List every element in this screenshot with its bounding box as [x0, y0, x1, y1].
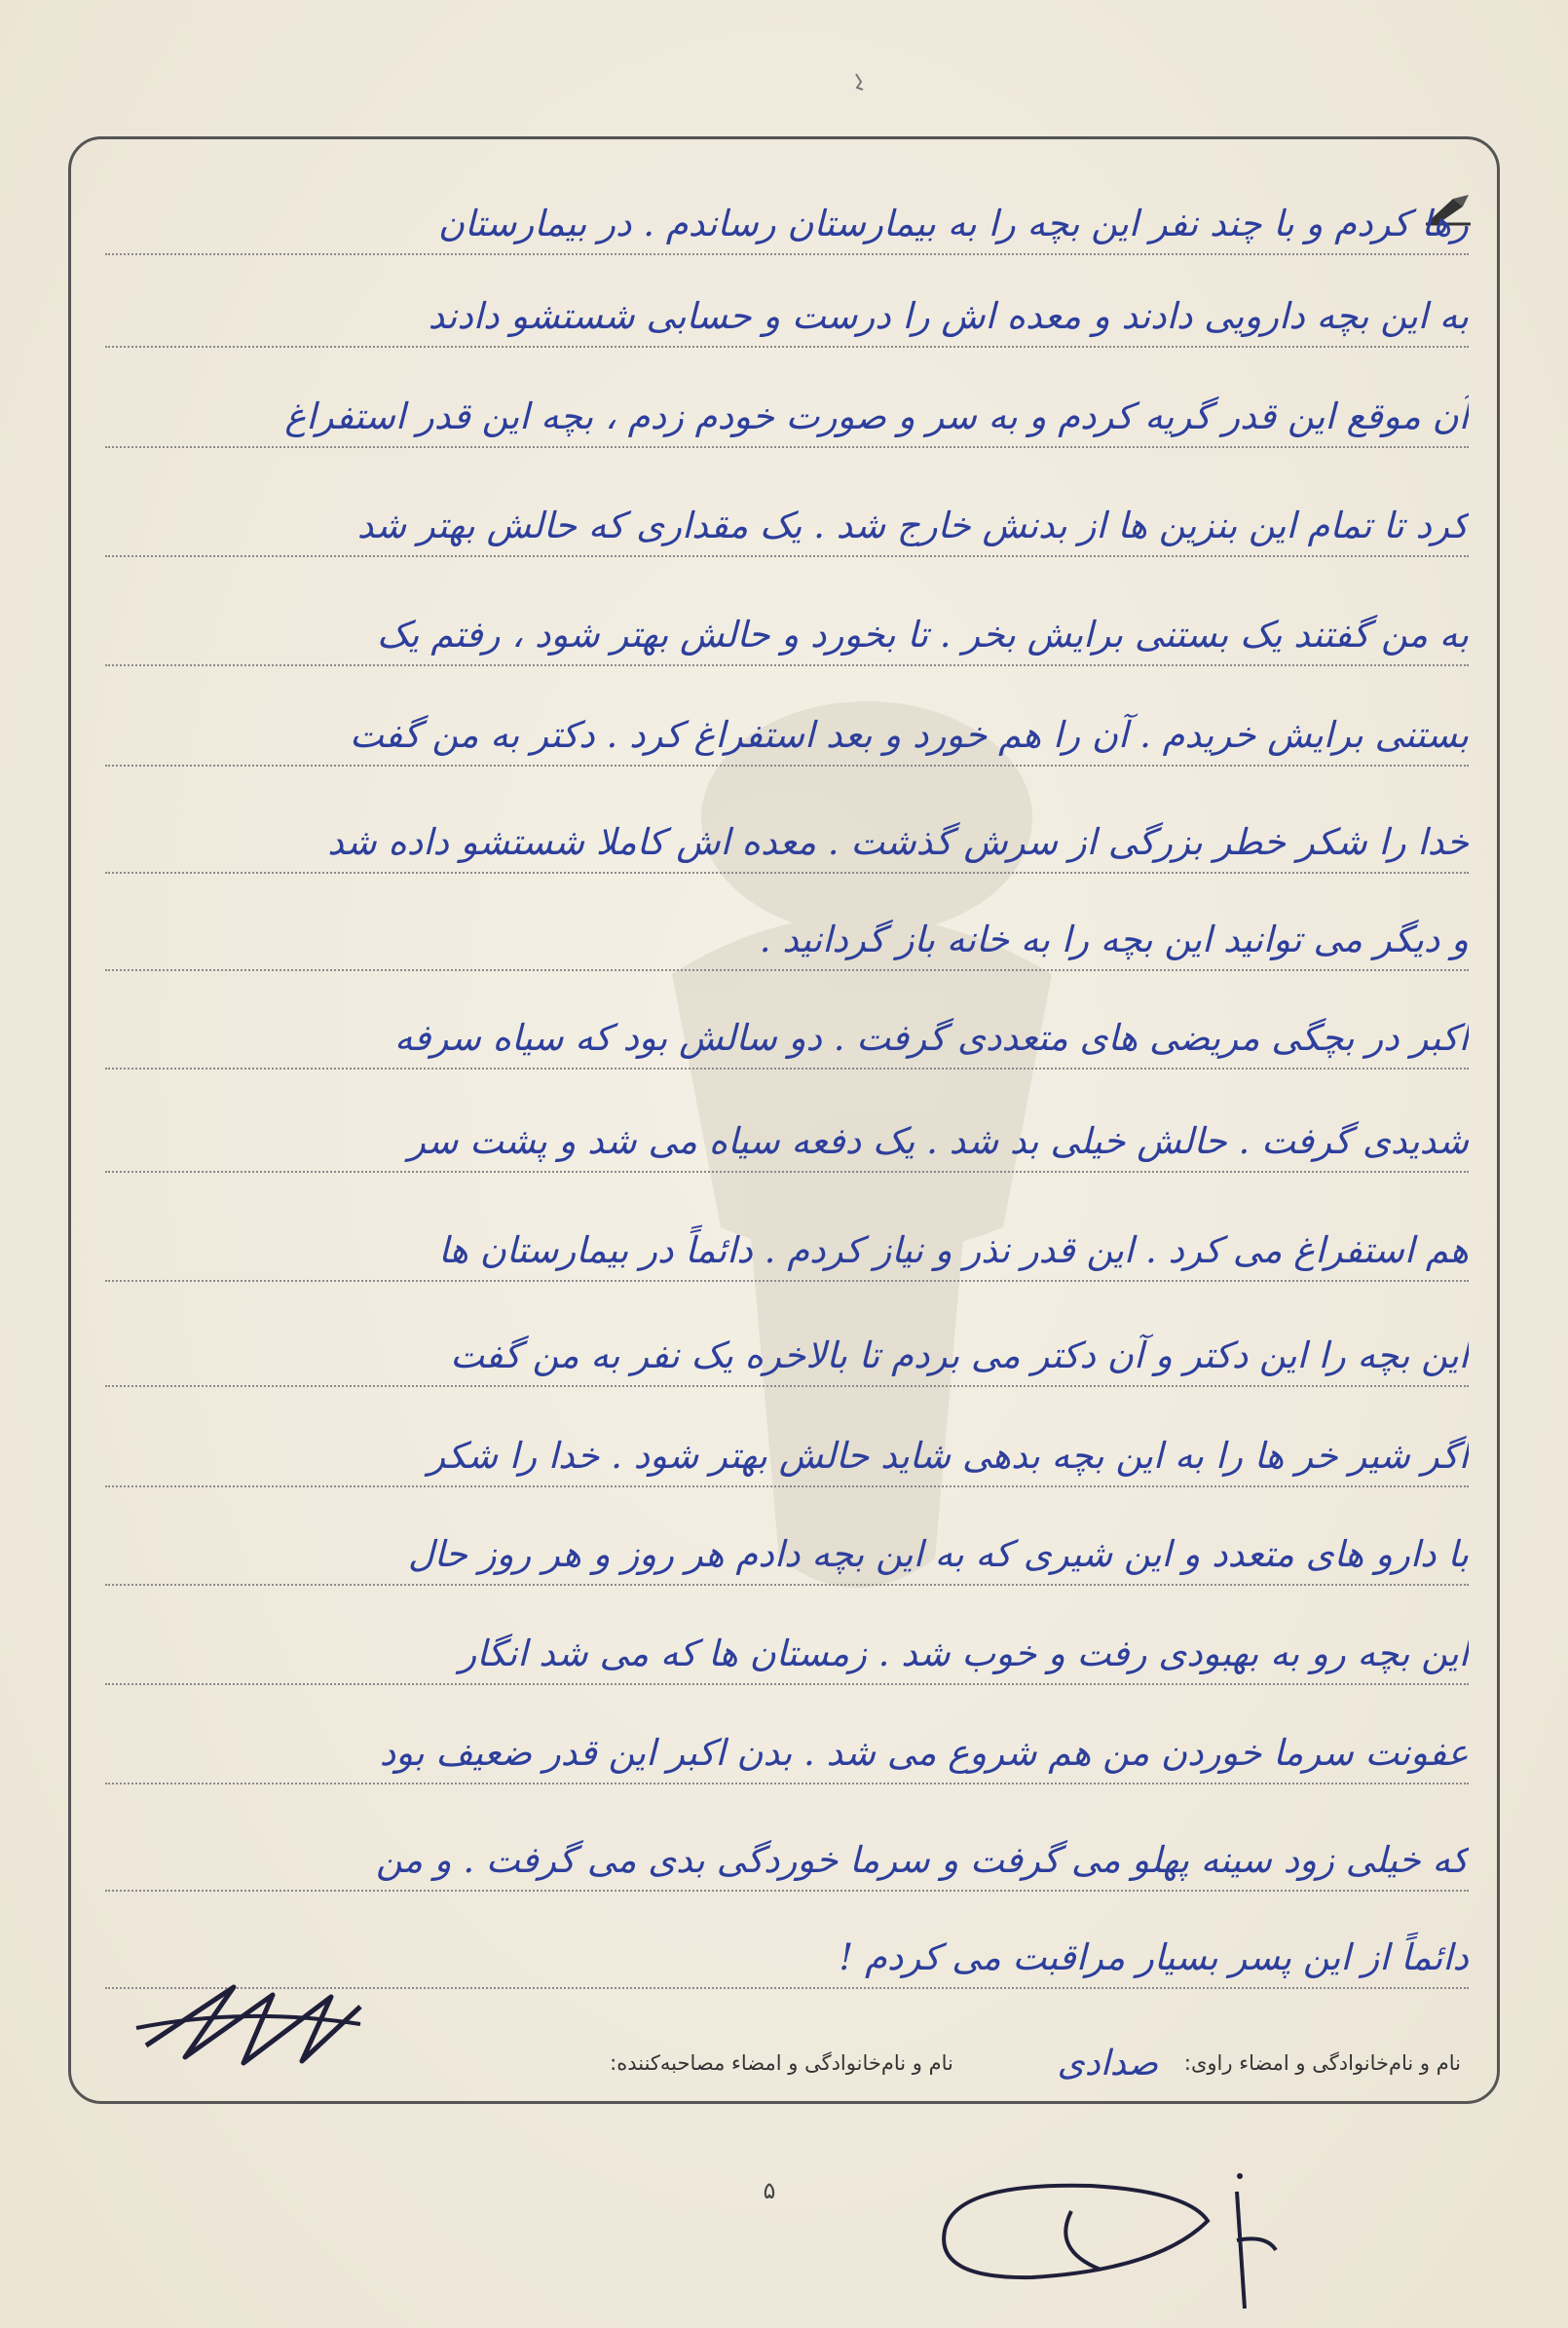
handwritten-line: رها کردم و با چند نفر این بچه را به بیمارستان رساندم . در بیمارستان [105, 195, 1469, 255]
narrator-signature-label: نام و نام‌خانوادگی و امضاء راوی: [1183, 2051, 1461, 2075]
handwritten-line: اگر شیر خر ها را به این بچه بدهی شاید حالش بهتر شود . خدا را شکر [105, 1427, 1469, 1487]
interviewer-signature-label: نام و نام‌خانوادگی و امضاء مصاحبه‌کننده: [610, 2051, 953, 2075]
handwritten-line: کرد تا تمام این بنزین ها از بدنش خارج شد . یک مقداری که حالش بهتر شد [105, 497, 1469, 557]
handwritten-line: خدا را شکر خطر بزرگی از سرش گذشت . معده اش کاملا شستشو داده شد [105, 813, 1469, 874]
handwritten-line: به این بچه دارویی دادند و معده اش را درست و حسابی شستشو دادند [105, 287, 1469, 348]
handwritten-line: این بچه را این دکتر و آن دکتر می بردم تا بالاخره یک نفر به من گفت [105, 1327, 1469, 1387]
handwritten-line: آن موقع این قدر گریه کردم و به سر و صورت خودم زدم ، بچه این قدر استفراغ [105, 388, 1469, 448]
signature-footer [282, 2044, 1461, 2083]
handwritten-line: با دارو های متعدد و این شیری که به این بچه دادم هر روز و هر روز حال [105, 1525, 1469, 1586]
handwritten-line: اکبر در بچگی مریضی های متعددی گرفت . دو سالش بود که سیاه سرفه [105, 1009, 1469, 1070]
handwritten-line: بستنی برایش خریدم . آن را هم خورد و بعد استفراغ کرد . دکتر به من گفت [105, 706, 1469, 767]
handwritten-line: این بچه رو به بهبودی رفت و خوب شد . زمستان ها که می شد انگار [105, 1625, 1469, 1685]
handwritten-line: شدیدی گرفت . حالش خیلی بد شد . یک دفعه سیاه می شد و پشت سر [105, 1112, 1469, 1173]
handwritten-line: که خیلی زود سینه پهلو می گرفت و سرما خوردگی بدی می گرفت . و من [105, 1831, 1469, 1892]
handwritten-line: دائماً از این پسر بسیار مراقبت می کردم ! [105, 1929, 1469, 1989]
page-number: ۵ [763, 2177, 776, 2204]
handwritten-line: به من گفتند یک بستنی برایش بخر . تا بخورد و حالش بهتر شود ، رفتم یک [105, 606, 1469, 666]
handwritten-line: هم استفراغ می کرد . این قدر نذر و نیاز کردم . دائماً در بیمارستان ها [105, 1221, 1469, 1282]
handwritten-line: عفونت سرما خوردن من هم شروع می شد . بدن اکبر این قدر ضعیف بود [105, 1724, 1469, 1784]
handwritten-line: و دیگر می توانید این بچه را به خانه باز گردانید . [105, 911, 1469, 971]
top-ink-mark [853, 72, 867, 92]
narrator-signature [915, 2162, 1325, 2328]
interviewer-name: صدادی [1057, 2044, 1159, 2084]
